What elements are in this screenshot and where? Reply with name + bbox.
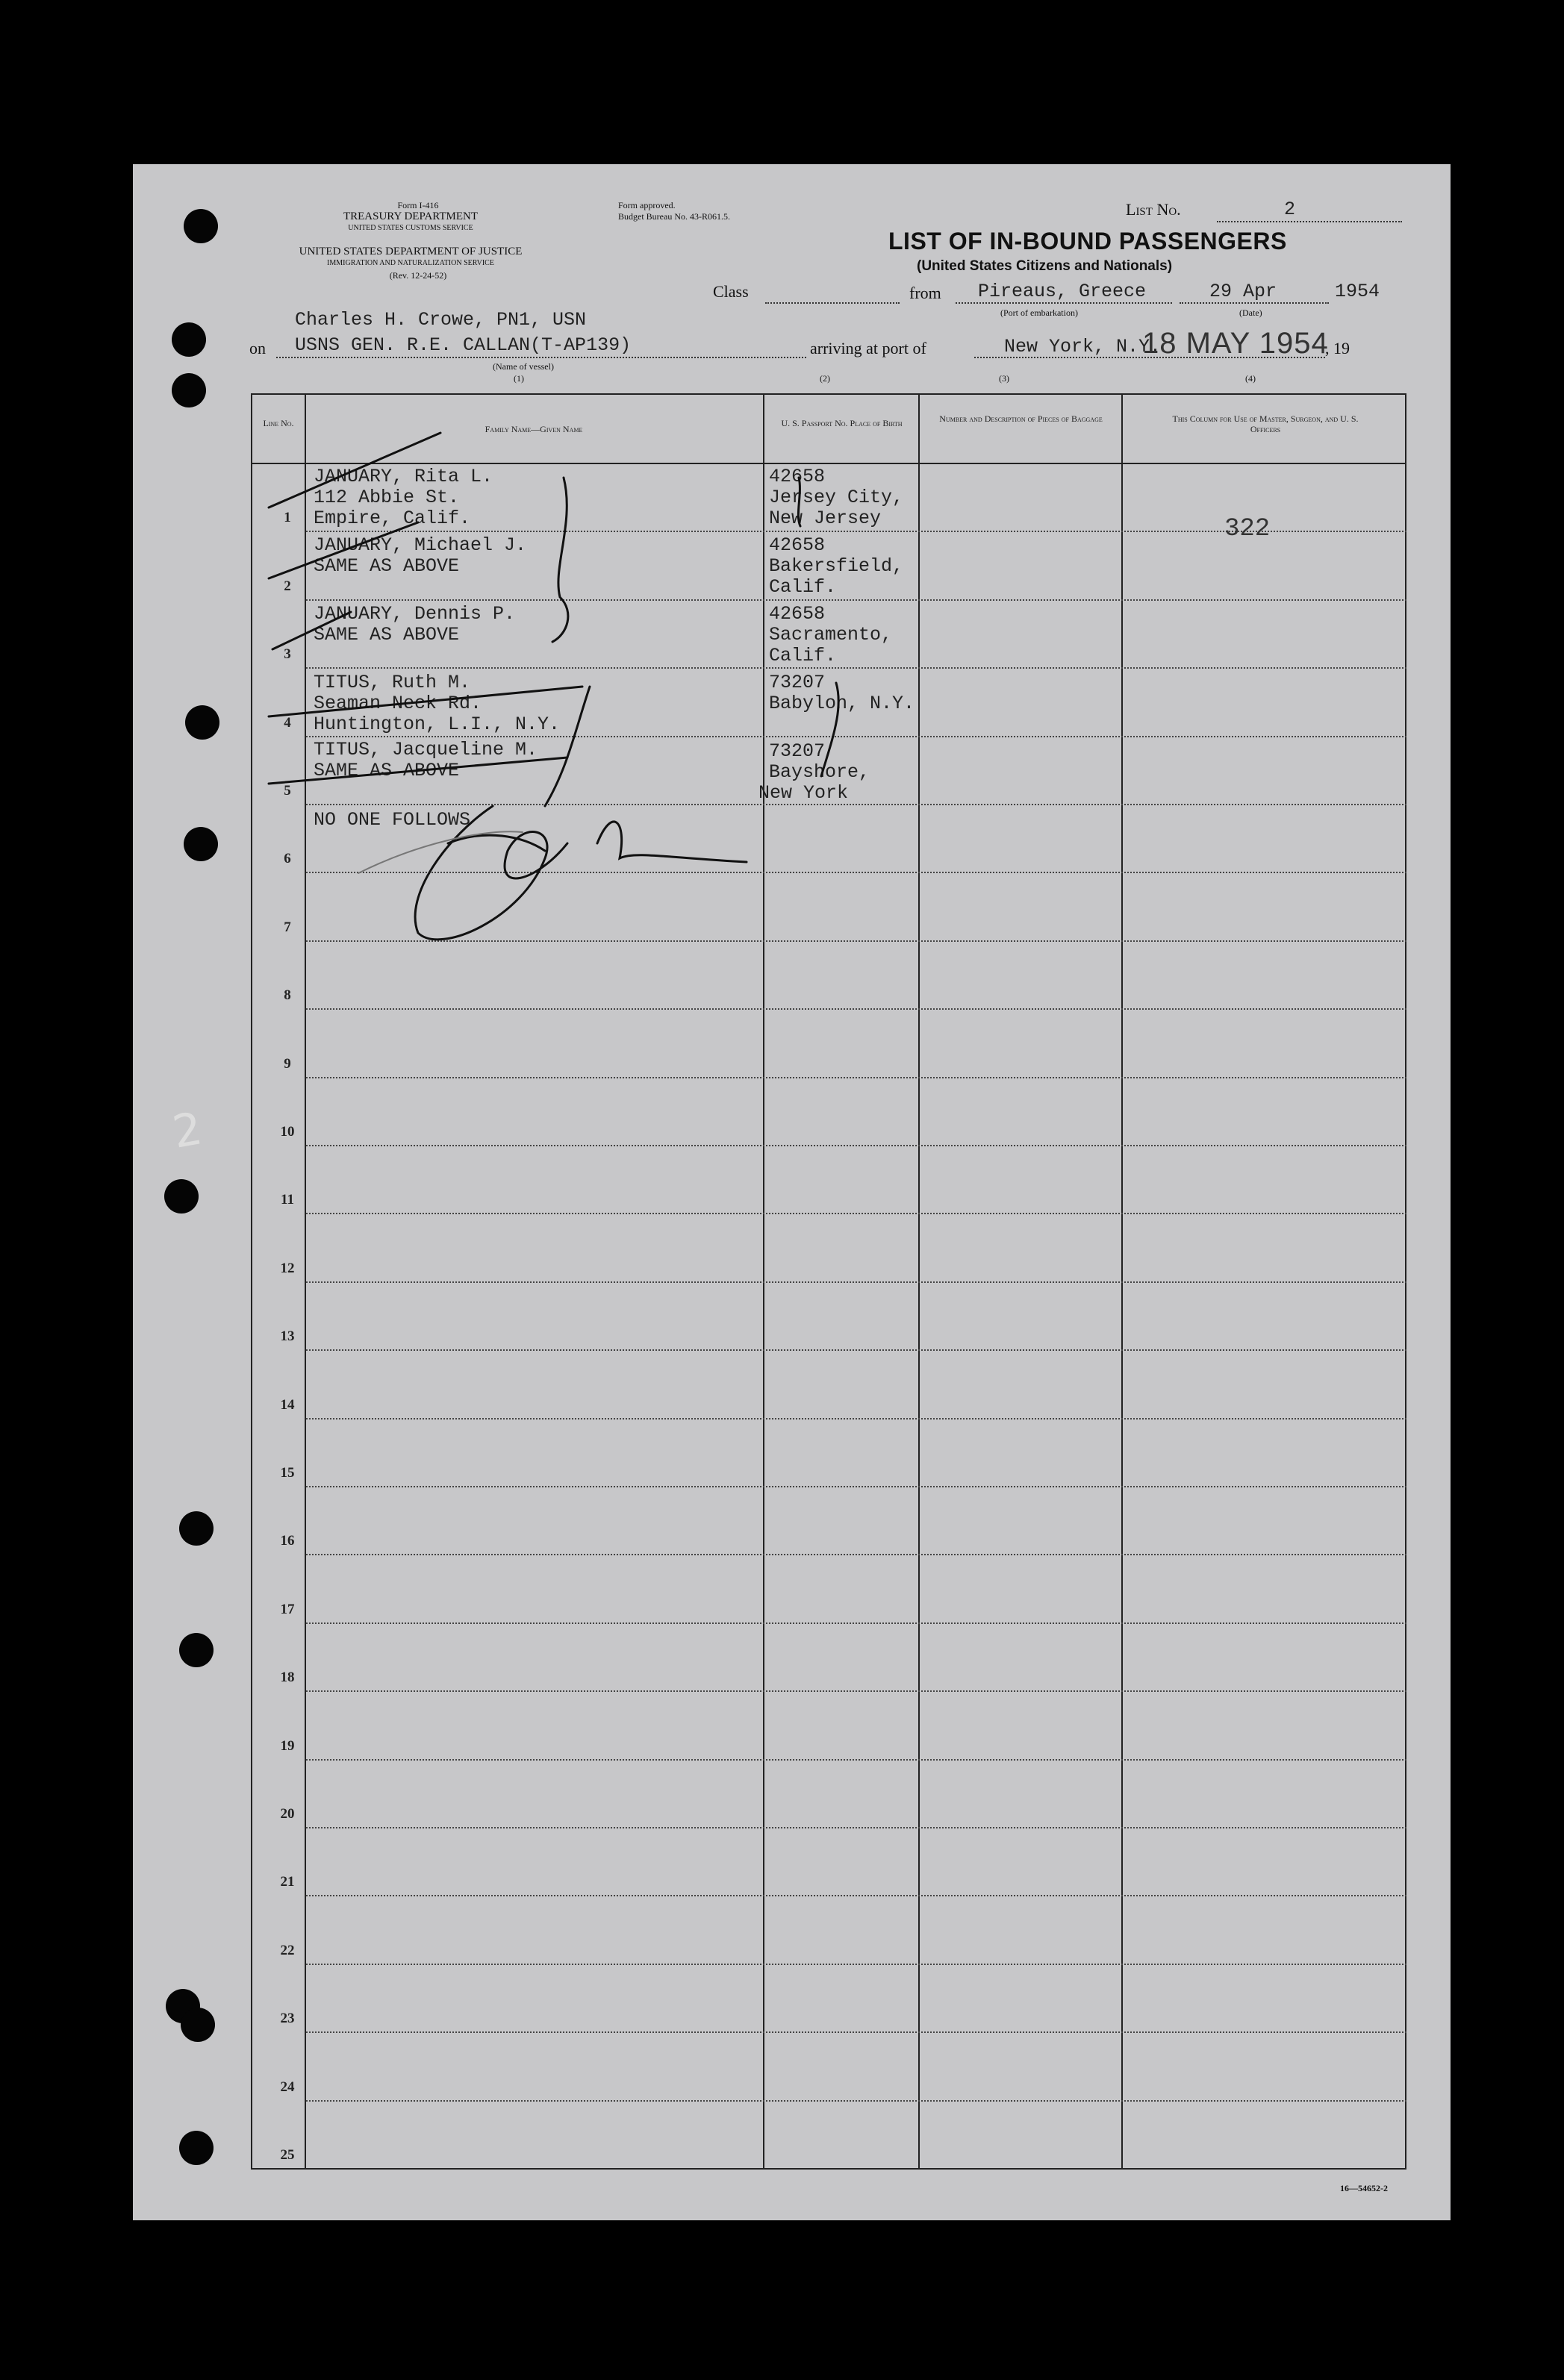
line-number: 4 — [284, 714, 291, 731]
line-number: 16 — [280, 1533, 295, 1549]
entry-2-address: SAME AS ABOVE — [314, 555, 460, 577]
form-number: Form I-416 — [397, 200, 439, 210]
entry-4-birthplace: Babylon, N.Y. — [769, 693, 915, 714]
line-number: 13 — [280, 1328, 295, 1345]
entry-5-name: TITUS, Jacqueline M. — [314, 739, 538, 760]
punch-hole — [172, 373, 206, 407]
form-code: 16—54652-2 — [1340, 2183, 1388, 2193]
row-divider — [306, 1964, 1406, 1965]
entry-3-birthplace-state: Calif. — [769, 645, 837, 666]
customs-service: UNITED STATES CUSTOMS SERVICE — [348, 224, 473, 232]
from-line — [956, 302, 1172, 304]
no-one-follows: NO ONE FOLLOWS — [314, 809, 471, 831]
list-no-line — [1217, 221, 1402, 222]
line-number: 22 — [280, 1942, 295, 1958]
punch-hole — [181, 2008, 215, 2042]
line-number: 9 — [284, 1055, 291, 1072]
row-divider — [306, 1281, 1406, 1283]
entry-1-birthplace-state: New Jersey — [769, 507, 882, 529]
row-divider — [306, 1213, 1406, 1214]
table-left-border — [251, 393, 252, 2170]
table-top-border — [251, 393, 1406, 395]
line-number: 23 — [280, 2011, 295, 2027]
row-divider — [306, 1895, 1406, 1896]
line-number: 6 — [284, 851, 291, 867]
row-divider — [306, 1827, 1406, 1828]
entry-3-birthplace: Sacramento, — [769, 624, 893, 646]
port-of-embarkation-label: (Port of embarkation) — [1000, 307, 1078, 318]
entry-5-birthplace: Bayshore, — [769, 761, 870, 783]
line-number: 3 — [284, 646, 291, 663]
row-divider — [306, 940, 1406, 942]
punch-hole — [179, 1633, 214, 1667]
row-divider — [306, 2100, 1406, 2102]
list-no-label: List No. — [1126, 200, 1181, 219]
row-divider — [306, 1759, 1406, 1761]
col-header-passport: U. S. Passport No. Place of Birth — [781, 418, 903, 428]
entry-5-birthplace-state: New York — [758, 782, 849, 804]
row-divider — [306, 736, 1406, 737]
form-approved: Form approved. — [618, 200, 676, 210]
col-header-line-no: Line No. — [263, 418, 294, 428]
vessel-line — [276, 357, 806, 358]
row-divider — [306, 1077, 1406, 1078]
col-header-name: Family Name—Given Name — [485, 424, 583, 434]
date-label: (Date) — [1239, 307, 1262, 318]
line-number: 21 — [280, 1874, 295, 1890]
line-number: 12 — [280, 1260, 295, 1276]
arriving-label: arriving at port of — [810, 339, 926, 357]
col-header-baggage: Number and Description of Pieces of Baggage — [939, 413, 1103, 424]
on-label: on — [249, 339, 266, 357]
col-number-2: (2) — [820, 373, 830, 384]
punch-hole — [179, 1511, 214, 1546]
arrival-port: New York, N.Y. — [1004, 336, 1162, 357]
row-divider — [306, 1418, 1406, 1419]
row-divider — [306, 1486, 1406, 1487]
officer-note: 322 — [1224, 515, 1271, 543]
line-number: 10 — [280, 1124, 295, 1140]
punch-hole — [164, 1179, 199, 1214]
row-divider — [306, 1008, 1406, 1010]
entry-1-address: 112 Abbie St. — [314, 487, 460, 508]
row-divider — [306, 1622, 1406, 1624]
row-divider — [306, 1145, 1406, 1146]
line-number: 11 — [281, 1192, 294, 1208]
line-number: 5 — [284, 783, 291, 799]
line-number: 25 — [280, 2147, 295, 2163]
table-bottom-border — [251, 2168, 1406, 2170]
arrival-date-stamp: 18 MAY 1954 — [1142, 327, 1329, 360]
row-divider — [306, 667, 1406, 669]
line-number: 20 — [280, 1806, 295, 1822]
year-suffix: , 19 — [1325, 339, 1350, 357]
row-divider — [306, 872, 1406, 873]
revision: (Rev. 12-24-52) — [389, 270, 447, 281]
from-label: from — [909, 284, 941, 302]
col-number-1: (1) — [514, 373, 524, 384]
margin-mark: 2 — [169, 1102, 206, 1159]
budget-bureau: Budget Bureau No. 43-R061.5. — [618, 211, 730, 222]
col-number-4: (4) — [1245, 373, 1256, 384]
entry-1-city: Empire, Calif. — [314, 507, 471, 529]
entry-2-birthplace-state: Calif. — [769, 576, 837, 598]
line-number: 7 — [284, 919, 291, 935]
embark-date: 29 Apr — [1209, 281, 1277, 302]
page-subtitle: (United States Citizens and Nationals) — [917, 258, 1173, 274]
line-number: 8 — [284, 987, 291, 1004]
row-divider — [306, 1349, 1406, 1351]
punch-hole — [172, 322, 206, 357]
entry-1-birthplace: Jersey City, — [769, 487, 904, 508]
entry-3-name: JANUARY, Dennis P. — [314, 603, 516, 625]
class-label: Class — [713, 282, 749, 301]
entry-4-city: Huntington, L.I., N.Y. — [314, 713, 561, 735]
entry-5-passport: 73207 — [769, 740, 826, 762]
line-number: 24 — [280, 2078, 295, 2095]
list-no-value: 2 — [1284, 199, 1296, 220]
row-divider — [306, 804, 1406, 805]
justice-dept: UNITED STATES DEPARTMENT OF JUSTICE — [299, 246, 523, 257]
entry-1-name: JANUARY, Rita L. — [314, 466, 493, 487]
ins-service: IMMIGRATION AND NATURALIZATION SERVICE — [327, 259, 494, 267]
line-number: 17 — [280, 1601, 295, 1617]
entry-1-passport: 42658 — [769, 466, 826, 487]
line-number: 19 — [280, 1737, 295, 1754]
date-line — [1180, 302, 1329, 304]
page-title: LIST OF IN-BOUND PASSENGERS — [888, 228, 1287, 254]
entry-5-address: SAME AS ABOVE — [314, 760, 460, 781]
col-number-3: (3) — [999, 373, 1009, 384]
embark-year: 1954 — [1335, 281, 1380, 302]
entry-2-passport: 42658 — [769, 534, 826, 556]
vessel-name: USNS GEN. R.E. CALLAN(T-AP139) — [295, 334, 632, 356]
row-divider — [306, 1554, 1406, 1555]
row-divider — [306, 2031, 1406, 2033]
entry-2-birthplace: Bakersfield, — [769, 555, 904, 577]
entry-4-address: Seaman Neck Rd. — [314, 693, 482, 714]
entry-4-passport: 73207 — [769, 672, 826, 693]
table-header-border — [251, 463, 1406, 464]
class-line — [765, 302, 900, 304]
master-name: Charles H. Crowe, PN1, USN — [295, 309, 587, 331]
punch-hole — [179, 2131, 214, 2165]
entry-3-address: SAME AS ABOVE — [314, 624, 460, 646]
line-number: 18 — [280, 1670, 295, 1686]
entry-2-name: JANUARY, Michael J. — [314, 534, 527, 556]
line-number: 14 — [280, 1396, 295, 1413]
col-header-officers: This Column for Use of Master, Surgeon, and U. S. Officers — [1172, 413, 1359, 434]
row-divider — [306, 599, 1406, 601]
row-divider — [306, 1690, 1406, 1692]
port-of-embarkation: Pireaus, Greece — [978, 281, 1147, 302]
line-number: 2 — [284, 578, 291, 594]
treasury-dept: TREASURY DEPARTMENT — [343, 210, 479, 222]
punch-hole — [185, 705, 219, 740]
entry-3-passport: 42658 — [769, 603, 826, 625]
line-number: 15 — [280, 1465, 295, 1481]
punch-hole — [184, 827, 218, 861]
line-number: 1 — [284, 510, 291, 526]
punch-hole — [184, 209, 218, 243]
entry-4-name: TITUS, Ruth M. — [314, 672, 471, 693]
vessel-label: (Name of vessel) — [493, 361, 554, 372]
